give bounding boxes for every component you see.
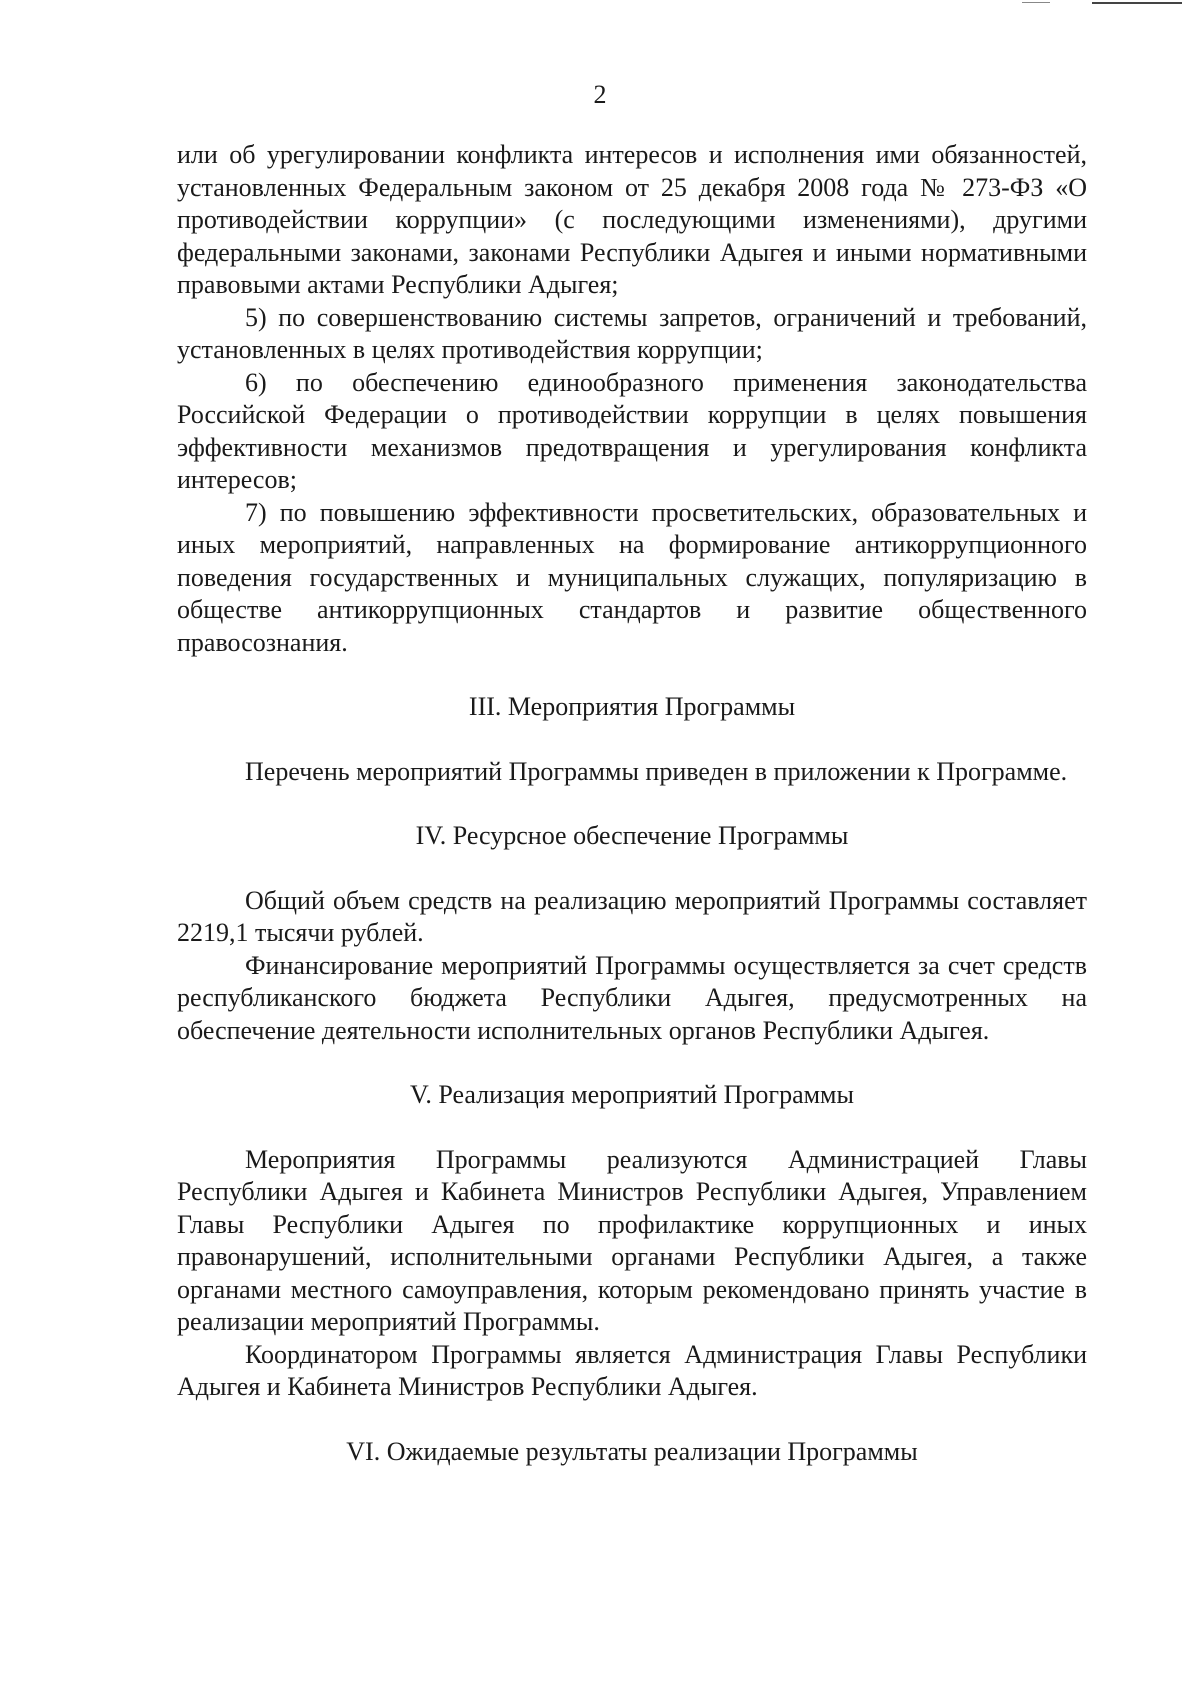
scan-artifact-line	[1022, 2, 1050, 3]
paragraph-item-5: 5) по совершенствованию системы запретов, ограничений и требований, установленных в целях противодействия коррупции;	[177, 302, 1087, 364]
section-3-title: III. Мероприятия Программы	[468, 692, 796, 721]
section-4-paragraph: Общий объем средств на реализацию мероприятий Программы составляет 2219,1 тысячи рублей.	[177, 885, 1087, 947]
section-4-title: IV. Ресурсное обеспечение Программы	[415, 821, 849, 850]
section-5-paragraph: Координатором Программы является Администрация Главы Республики Адыгея и Кабинета Министров Республики Адыгея.	[177, 1339, 1087, 1401]
scan-artifact-line	[1092, 2, 1182, 4]
paragraph-item-7: 7) по повышению эффективности просветительских, образовательных и иных мероприятий, направленных на формирование антикоррупционного поведения государственных и муниципальных служащих, популяризацию в обществе антикоррупционных стандартов и развитие общественного правосознания.	[177, 497, 1087, 657]
paragraph-continuation: или об урегулировании конфликта интересов и исполнения ими обязанностей, установленных Федеральным законом от 25 декабря 2008 года № 273-ФЗ «О противодействии коррупции» (с последующими изменениями), другими федеральными законами, законами Республики Адыгея и иными нормативными правовыми актами Республики Адыгея;	[177, 140, 1087, 299]
section-6-title: VI. Ожидаемые результаты реализации Программы	[346, 1436, 918, 1466]
section-5-paragraph: Мероприятия Программы реализуются Администрацией Главы Республики Адыгея и Кабинета Министров Республики Адыгея, Управлением Главы Республики Адыгея по профилактике коррупционных и иных правонарушений, исполнительными органами Республики Адыгея, а также органами местного самоуправления, которым рекомендовано принять участие в реализации мероприятий Программы.	[177, 1144, 1087, 1336]
paragraph-item-6: 6) по обеспечению единообразного применения законодательства Российской Федерации о противодействии коррупции в целях повышения эффективности механизмов предотвращения и урегулирования конфликта интересов;	[177, 367, 1087, 494]
page-number: 2	[593, 80, 607, 109]
section-5-title: V. Реализация мероприятий Программы	[410, 1080, 854, 1109]
section-3-paragraph: Перечень мероприятий Программы приведен в приложении к Программе.	[245, 756, 1068, 786]
section-4-paragraph: Финансирование мероприятий Программы осуществляется за счет средств республиканского бюджета Республики Адыгея, предусмотренных на обеспечение деятельности исполнительных органов Республики Адыгея.	[177, 950, 1087, 1045]
document-body	[177, 139, 1087, 1468]
